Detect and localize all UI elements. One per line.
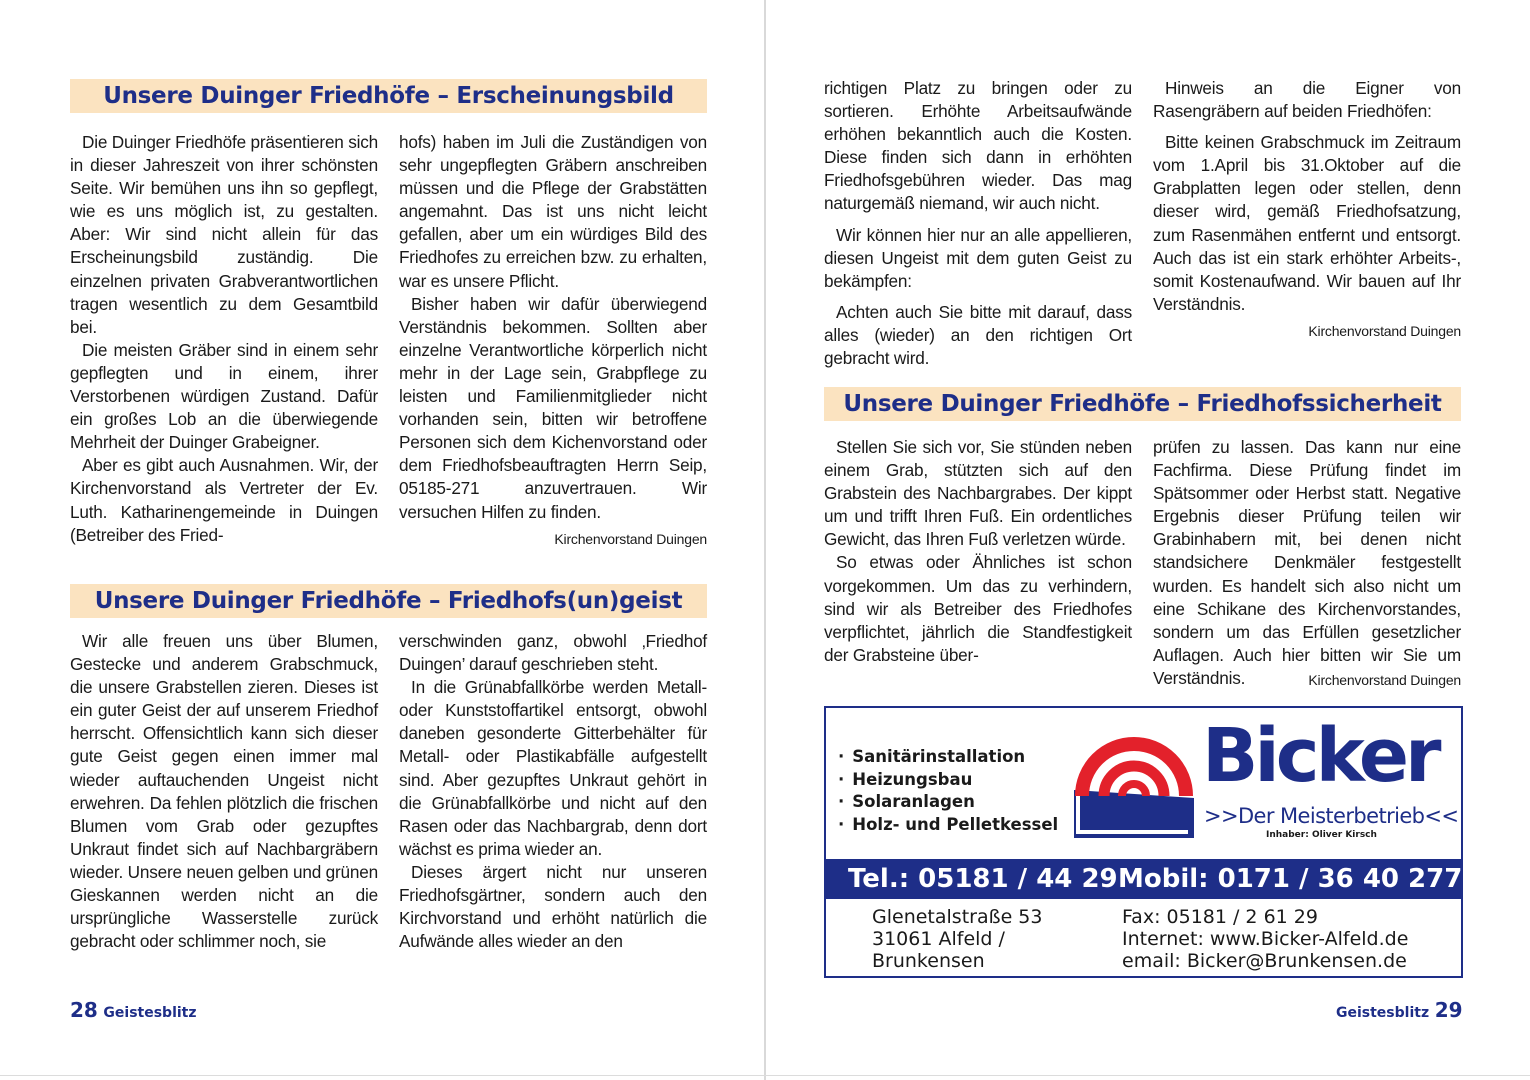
brand-name: Bicker: [1202, 713, 1438, 799]
paragraph: prüfen zu lassen. Das kann nur eine Fachfirma. Diese Prüfung findet im Spätsommer oder Herbst statt. Negative Ergebnis dieser Prüfung teilen wir Grabinhabern mit, bei denen nicht standsichere Denkmäler festgestellt wurden. Es handelt sich also nicht um eine Schikane des Kirchenvorstandes, sondern um das Erfüllen gesetzlicher Auflagen. Auch hier bitten wir Sie um Verständnis.: [1153, 437, 1461, 688]
phone-number: Tel.: 05181 / 44 29: [848, 864, 1118, 894]
paragraph: Wir können hier nur an alle appellieren, diesen Ungeist mit dem guten Geist zu bekämpfen:: [824, 224, 1132, 291]
address-line: Brunkensen: [872, 950, 985, 972]
services-list: [838, 746, 1058, 836]
paragraph: Achten auch Sie bitte mit darauf, dass alles (wieder) an den richtigen Ort gebracht wird.: [824, 301, 1132, 369]
service-item: · Holz- und Pelletkessel: [838, 814, 1058, 837]
paragraph: verschwinden ganz, obwohl ‚Friedhof Duingen’ darauf geschrieben steht.: [399, 631, 707, 675]
bicker-swirl-logo: [1070, 722, 1198, 842]
signature: Kirchenvorstand Duingen: [1308, 322, 1461, 339]
page-bottom-edge: [0, 1075, 1530, 1076]
page-footer-left: [70, 998, 197, 1022]
paragraph: Die Duinger Friedhöfe präsentieren sich in dieser Jahreszeit von ihrer schönsten Seite. Wir bemühen uns ihn so gepflegt, wie es uns möglich ist, zu gestalten. Aber: Wir sind nicht allein für das Erscheinungsbild zuständig. Die einzelnen privaten Grabverantwortlichen tragen wesentlich zu dem Gesamtbild bei.: [70, 132, 379, 337]
mobile-number: Mobil: 0171 / 36 40 277: [1118, 864, 1463, 894]
heading-friedhofsungeist: Unsere Duinger Friedhöfe – Friedhofs(un)geist: [70, 584, 707, 618]
magazine-name: Geistesblitz: [1336, 1005, 1430, 1021]
article2-col1: [70, 630, 378, 953]
paragraph: hofs) haben im Juli die Zuständigen von sehr ungepflegten Gräbern anschreiben müssen und die Pflege der Grabstätten angemahnt. Das ist uns nicht leicht gefallen, aber um ein würdiges Bild des Friedhofes zu erreichen bzw. zu erhalten, war es unsere Pflicht.: [399, 132, 707, 291]
service-item: · Sanitärinstallation: [838, 746, 1058, 769]
article2-cont-col2: [1153, 77, 1461, 343]
page-footer-right: [1336, 998, 1463, 1022]
paragraph: Bitte keinen Grabschmuck im Zeitraum vom 1.April bis 31.Oktober auf die Grabplatten legen oder stellen, denn dieser wird, gemäß Friedhofsatzung, zum Rasenmähen entfernt und entsorgt. Auch das ist ein stark erhöhter Arbeits-, somit Kostenaufwand. Wir bauen auf Ihr Verständnis.: [1153, 132, 1461, 314]
page-number: 28: [70, 998, 98, 1022]
contact: [1122, 906, 1408, 972]
address-line: 31061 Alfeld /: [872, 928, 1005, 950]
paragraph: Aber es gibt auch Ausnahmen. Wir, der Kirchenvorstand als Vertreter der Ev. Luth. Katharinengemeinde in Duingen (Betreiber des Fried-: [70, 455, 378, 545]
heading-erscheinungsbild: Unsere Duinger Friedhöfe – Erscheinungsbild: [70, 79, 707, 113]
signature: Kirchenvorstand Duingen: [554, 530, 707, 547]
paragraph: Bisher haben wir dafür überwiegend Verständnis bekommen. Sollten aber einzelne Verantwortliche körperlich nicht mehr in der Lage sein, Grabpflege zu leisten und Familienmitglieder nicht vorhanden sein, bitten wir betroffene Personen sich dem Kichenvorstand oder dem Friedhofsbeauftragten Herrn Seip, 05185-271 anzuvertrauen. Wir versuchen Hilfen zu finden.: [399, 293, 707, 522]
heading-friedhofssicherheit: Unsere Duinger Friedhöfe – Friedhofssicherheit: [824, 387, 1461, 421]
paragraph: So etwas oder Ähnliches ist schon vorgekommen. Um das zu verhindern, sind wir als Betreiber des Friedhofes verpflichtet, jährlich die Standfestigkeit der Grabsteine über-: [824, 552, 1132, 665]
service-item: · Heizungsbau: [838, 769, 1058, 792]
bicker-advertisement: [824, 706, 1463, 978]
service-item: · Solaranlagen: [838, 791, 1058, 814]
page-number: 29: [1434, 998, 1463, 1022]
address-line: Glenetalstraße 53: [872, 906, 1043, 928]
magazine-name: Geistesblitz: [103, 1005, 197, 1021]
paragraph: Die meisten Gräber sind in einem sehr gepflegten und in einem, ihrer Verstorbenen würdigen Zustand. Dafür ein großes Lob an die überwiegende Mehrheit der Duinger Grabeigner.: [70, 339, 378, 453]
left-page: [0, 0, 764, 1080]
article2-col2: [399, 630, 707, 953]
tagline: >>Der Meisterbetrieb<<: [1204, 804, 1459, 828]
fax: Fax: 05181 / 2 61 29: [1122, 906, 1318, 928]
owner: Inhaber: Oliver Kirsch: [1266, 830, 1377, 840]
article1-col1: [70, 131, 378, 547]
article1-col2: [399, 131, 707, 551]
paragraph: Hinweis an die Eigner von Rasengräbern auf beiden Friedhöfen:: [1153, 78, 1461, 122]
website-link[interactable]: Internet: www.Bicker-Alfeld.de: [1122, 928, 1409, 950]
article3-col1: [824, 436, 1132, 667]
paragraph: Stellen Sie sich vor, Sie stünden neben einem Grab, stützten sich auf den Grabstein des Nachbargrabes. Der kippt um und trifft Ihren Fuß. Ein ordentliches Gewicht, das Ihren Fuß verletzen würde.: [824, 437, 1132, 550]
article3-col2: [1153, 436, 1461, 692]
email-link[interactable]: email: Bicker@Brunkensen.de: [1122, 950, 1407, 972]
paragraph: Wir alle freuen uns über Blumen, Gestecke und anderem Grabschmuck, die unsere Grabstellen zieren. Dieses ist ein guter Geist der auf unserem Friedhof herrscht. Offensichtlich kann sich dieser gute Geist gegen einen immer mal wieder auftauchenden Ungeist nicht erwehren. Da fehlen plötzlich die frischen Blumen vom Grab oder gezupftes Unkraut findet sich auf Nachbargräbern wieder. Unsere neuen gelben und grünen Gieskannen werden nicht an die ursprüngliche Wasserstelle zurück gebracht oder schlimmer noch, sie: [70, 631, 378, 952]
address: [872, 906, 1042, 972]
paragraph: Dieses ärgert nicht nur unseren Friedhofsgärtner, sondern auch den Kirchvorstand und erhöht natürlich die Aufwände alles wieder an den: [399, 861, 707, 952]
paragraph: richtigen Platz zu bringen oder zu sortieren. Erhöhte Arbeitsaufwände erhöhen bekanntlich auch die Kosten. Diese finden sich dann in erhöhten Friedhofsgebühren wieder. Das mag naturgemäß niemand, wir auch nicht.: [824, 78, 1132, 214]
phone-bar: [826, 859, 1461, 899]
paragraph: In die Grünabfallkörbe werden Metall- oder Kunststoffartikel entsorgt, obwohl daneben gesonderte Gitterbehälter für Metall- oder Plastikabfälle aufgestellt sind. Aber gezupftes Unkraut gehört in die Grünabfallkörbe und nicht auf den Rasen oder das Nachbargrab, denn dort wächst es prima wieder an.: [399, 677, 707, 859]
article2-cont-col1: [824, 77, 1132, 370]
signature: Kirchenvorstand Duingen: [1308, 672, 1461, 689]
